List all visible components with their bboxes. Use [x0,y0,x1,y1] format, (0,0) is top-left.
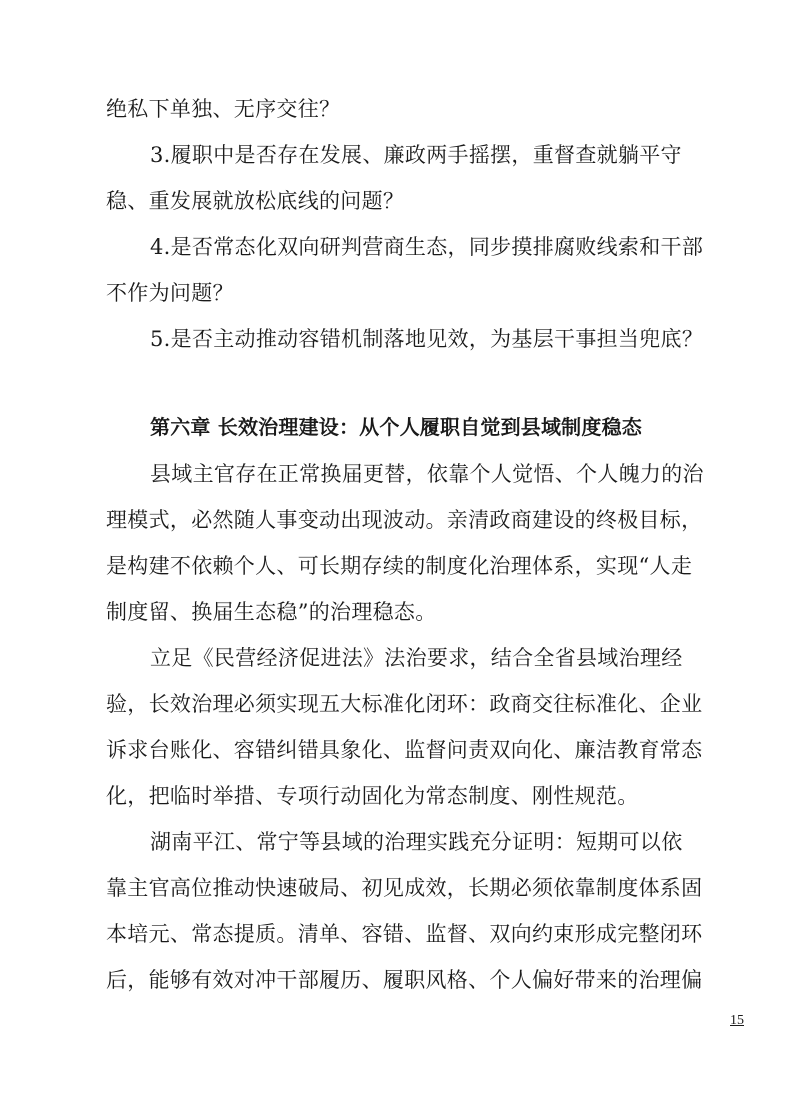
text-line: 稳、重发展就放松底线的问题？ [106,189,405,213]
text-line: 绝私下单独、无序交往？ [106,97,341,121]
paragraph-3-line: 湖南平江、常宁等县域的治理实践充分证明：短期可以依 [150,830,683,854]
question-5-line: 5.是否主动推动容错机制落地见效，为基层干事担当兜底？ [150,327,704,351]
paragraph-3-line: 本培元、常态提质。清单、容错、监督、双向约束形成完整闭环 [106,922,703,946]
paragraph-2-line: 立足《民营经济促进法》法治要求，结合全省县域治理经 [150,646,683,670]
paragraph-3-line: 后，能够有效对冲干部履历、履职风格、个人偏好带来的治理偏 [106,968,703,992]
paragraph-1-line: 是构建不依赖个人、可长期存续的制度化治理体系，实现“人走 [106,554,693,578]
paragraph-2-line: 诉求台账化、容错纠错具象化、监督问责双向化、廉洁教育常态 [106,738,703,762]
question-4-line: 4.是否常态化双向研判营商生态，同步摸排腐败线索和干部 [150,235,704,259]
question-3-line: 3.履职中是否存在发展、廉政两手摇摆，重督查就躺平守 [150,143,682,167]
paragraph-3-line: 靠主官高位推动快速破局、初见成效，长期必须依靠制度体系固 [106,876,703,900]
paragraph-2-line: 化，把临时举措、专项行动固化为常态制度、刚性规范。 [106,784,639,808]
text-line: 不作为问题？ [106,281,234,305]
paragraph-1-line: 县域主官存在正常换届更替，依靠个人觉悟、个人魄力的治 [150,462,704,486]
page-number: 15 [730,1013,744,1028]
chapter-heading: 第六章 长效治理建设：从个人履职自觉到县域制度稳态 [150,415,642,439]
paragraph-1-line: 制度留、换届生态稳”的治理稳态。 [106,600,437,624]
paragraph-2-line: 验，长效治理必须实现五大标准化闭环：政商交往标准化、企业 [106,692,703,716]
paragraph-1-line: 理模式，必然随人事变动出现波动。亲清政商建设的终极目标， [106,508,703,532]
